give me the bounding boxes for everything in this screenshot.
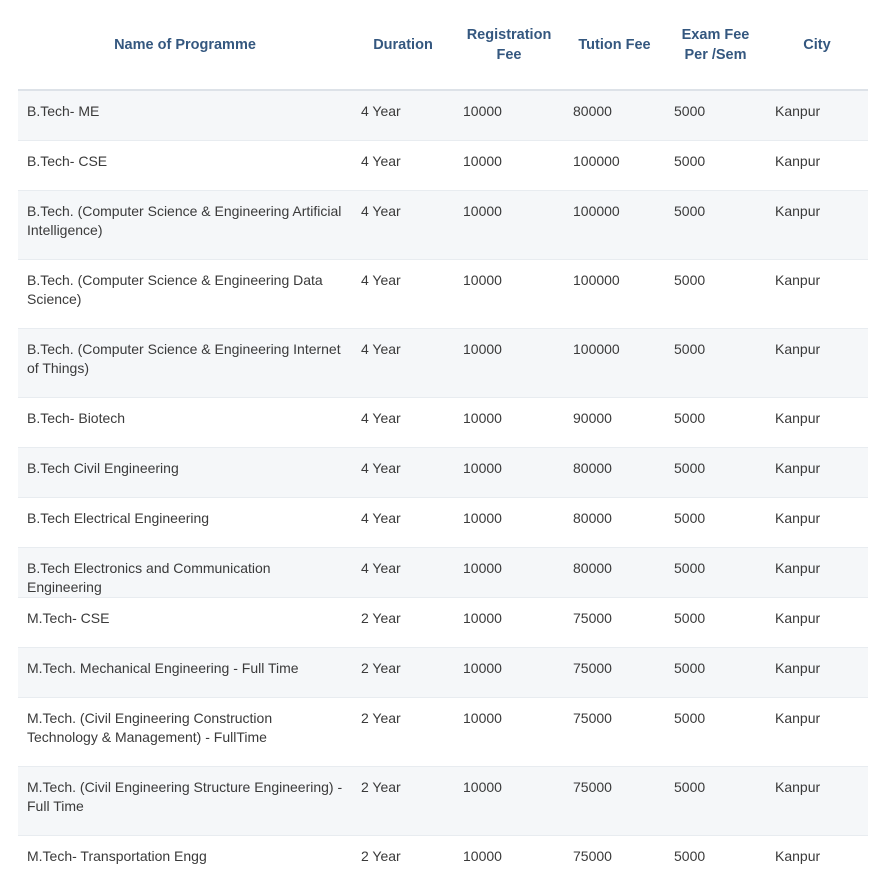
cell-tution-fee: 75000 (564, 647, 665, 697)
fee-table-container (18, 0, 868, 885)
table-row (18, 697, 868, 766)
cell-registration-fee: 10000 (454, 647, 564, 697)
cell-programme: M.Tech- Transportation Engg (18, 835, 352, 885)
cell-city: Kanpur (766, 547, 868, 597)
cell-exam-fee: 5000 (665, 397, 766, 447)
cell-duration: 2 Year (352, 697, 454, 766)
header-exam-fee-line1: Exam Fee (681, 26, 750, 43)
cell-registration-fee: 10000 (454, 190, 564, 259)
cell-duration: 2 Year (352, 835, 454, 885)
cell-city: Kanpur (766, 697, 868, 766)
cell-duration: 4 Year (352, 397, 454, 447)
table-row (18, 766, 868, 835)
header-programme: Name of Programme (18, 0, 352, 90)
cell-duration: 2 Year (352, 647, 454, 697)
header-exam-fee-line2: Per /Sem (684, 46, 747, 63)
cell-registration-fee: 10000 (454, 835, 564, 885)
table-row (18, 497, 868, 547)
cell-programme: B.Tech. (Computer Science & Engineering Internet of Things) (18, 328, 352, 397)
cell-registration-fee: 10000 (454, 547, 564, 597)
cell-programme: M.Tech- CSE (18, 597, 352, 647)
cell-programme: B.Tech- ME (18, 90, 352, 140)
cell-tution-fee: 75000 (564, 835, 665, 885)
cell-registration-fee: 10000 (454, 259, 564, 328)
cell-duration: 2 Year (352, 597, 454, 647)
cell-exam-fee: 5000 (665, 835, 766, 885)
cell-programme: B.Tech- CSE (18, 140, 352, 190)
cell-tution-fee: 80000 (564, 547, 665, 597)
cell-programme: B.Tech Civil Engineering (18, 447, 352, 497)
table-row (18, 259, 868, 328)
cell-exam-fee: 5000 (665, 190, 766, 259)
cell-city: Kanpur (766, 447, 868, 497)
cell-exam-fee: 5000 (665, 90, 766, 140)
cell-registration-fee: 10000 (454, 497, 564, 547)
cell-city: Kanpur (766, 497, 868, 547)
cell-tution-fee: 80000 (564, 447, 665, 497)
table-row (18, 397, 868, 447)
cell-exam-fee: 5000 (665, 497, 766, 547)
cell-registration-fee: 10000 (454, 90, 564, 140)
cell-city: Kanpur (766, 766, 868, 835)
cell-duration: 4 Year (352, 140, 454, 190)
cell-city: Kanpur (766, 259, 868, 328)
cell-programme: B.Tech- Biotech (18, 397, 352, 447)
cell-registration-fee: 10000 (454, 397, 564, 447)
cell-city: Kanpur (766, 597, 868, 647)
cell-duration: 4 Year (352, 259, 454, 328)
cell-programme: M.Tech. (Civil Engineering Construction Technology & Management) - FullTime (18, 697, 352, 766)
cell-tution-fee: 80000 (564, 90, 665, 140)
table-row (18, 90, 868, 140)
fee-table-body (18, 90, 868, 885)
cell-city: Kanpur (766, 140, 868, 190)
cell-exam-fee: 5000 (665, 140, 766, 190)
cell-exam-fee: 5000 (665, 328, 766, 397)
table-row (18, 328, 868, 397)
cell-duration: 4 Year (352, 447, 454, 497)
table-row (18, 447, 868, 497)
header-city: City (766, 0, 868, 90)
cell-programme: B.Tech. (Computer Science & Engineering Artificial Intelligence) (18, 190, 352, 259)
cell-programme: B.Tech Electrical Engineering (18, 497, 352, 547)
cell-programme: M.Tech. (Civil Engineering Structure Engineering) - Full Time (18, 766, 352, 835)
cell-registration-fee: 10000 (454, 328, 564, 397)
header-tution-fee: Tution Fee (564, 0, 665, 90)
cell-duration: 4 Year (352, 547, 454, 597)
cell-exam-fee: 5000 (665, 447, 766, 497)
cell-registration-fee: 10000 (454, 140, 564, 190)
header-registration-fee-line2: Fee (496, 46, 522, 63)
cell-duration: 4 Year (352, 497, 454, 547)
cell-duration: 4 Year (352, 328, 454, 397)
fee-table-header (18, 0, 868, 90)
cell-exam-fee: 5000 (665, 647, 766, 697)
cell-registration-fee: 10000 (454, 766, 564, 835)
cell-tution-fee: 80000 (564, 497, 665, 547)
header-exam-fee (665, 0, 766, 90)
cell-tution-fee: 75000 (564, 597, 665, 647)
cell-programme: M.Tech. Mechanical Engineering - Full Time (18, 647, 352, 697)
cell-city: Kanpur (766, 397, 868, 447)
cell-city: Kanpur (766, 328, 868, 397)
header-row (18, 0, 868, 90)
header-duration: Duration (352, 0, 454, 90)
cell-city: Kanpur (766, 190, 868, 259)
cell-registration-fee: 10000 (454, 447, 564, 497)
cell-city: Kanpur (766, 647, 868, 697)
cell-exam-fee: 5000 (665, 697, 766, 766)
cell-programme: B.Tech Electronics and Communication Engineering (18, 547, 352, 597)
cell-tution-fee: 100000 (564, 190, 665, 259)
table-row (18, 547, 868, 597)
cell-exam-fee: 5000 (665, 597, 766, 647)
cell-tution-fee: 100000 (564, 140, 665, 190)
table-row (18, 140, 868, 190)
cell-exam-fee: 5000 (665, 766, 766, 835)
cell-tution-fee: 90000 (564, 397, 665, 447)
cell-duration: 4 Year (352, 190, 454, 259)
cell-tution-fee: 75000 (564, 697, 665, 766)
header-registration-fee (454, 0, 564, 90)
cell-duration: 4 Year (352, 90, 454, 140)
table-row (18, 190, 868, 259)
header-registration-fee-line1: Registration (466, 26, 552, 43)
cell-tution-fee: 100000 (564, 328, 665, 397)
cell-tution-fee: 75000 (564, 766, 665, 835)
cell-exam-fee: 5000 (665, 259, 766, 328)
fee-table (18, 0, 868, 885)
cell-city: Kanpur (766, 90, 868, 140)
cell-programme: B.Tech. (Computer Science & Engineering Data Science) (18, 259, 352, 328)
cell-duration: 2 Year (352, 766, 454, 835)
cell-city: Kanpur (766, 835, 868, 885)
cell-registration-fee: 10000 (454, 597, 564, 647)
cell-tution-fee: 100000 (564, 259, 665, 328)
table-row (18, 647, 868, 697)
cell-registration-fee: 10000 (454, 697, 564, 766)
cell-exam-fee: 5000 (665, 547, 766, 597)
table-row (18, 597, 868, 647)
